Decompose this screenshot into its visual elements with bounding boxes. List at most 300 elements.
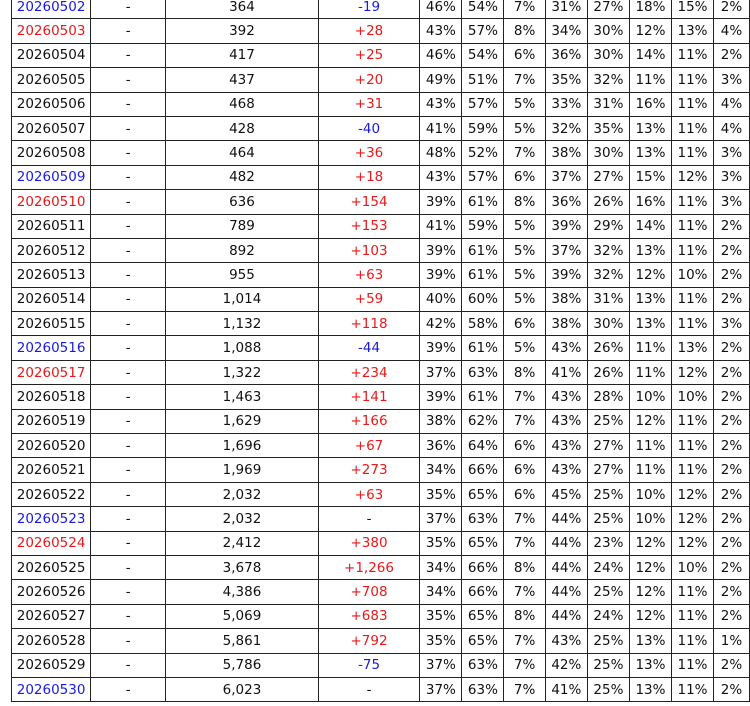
date-cell: 20260529 [12,653,91,677]
percent-cell-6: 12% [629,604,671,628]
percent-cell-6: 12% [629,580,671,604]
table-row [12,43,750,67]
percent-cell-5: 25% [587,653,629,677]
date-cell: 20260523 [12,507,91,531]
percent-cell-2: 61% [462,238,504,262]
table-row [12,629,750,653]
percent-cell-3: 7% [504,385,545,409]
change-cell: +25 [318,43,420,67]
total-cell: 1,463 [166,385,318,409]
percent-cell-6: 12% [629,409,671,433]
dash-cell: - [91,385,166,409]
percent-cell-3: 6% [504,312,545,336]
percent-cell-4: 44% [545,580,587,604]
percent-cell-5: 24% [587,604,629,628]
date-cell: 20260515 [12,312,91,336]
dash-cell: - [91,19,166,43]
percent-cell-5: 25% [587,677,629,701]
table-row [12,312,750,336]
percent-cell-2: 54% [462,0,504,19]
percent-cell-8: 4% [714,116,750,140]
dash-cell: - [91,653,166,677]
percent-cell-7: 11% [671,238,713,262]
total-cell: 4,386 [166,580,318,604]
total-cell: 417 [166,43,318,67]
percent-cell-6: 10% [629,507,671,531]
percent-cell-1: 37% [420,677,462,701]
total-cell: 482 [166,165,318,189]
percent-cell-7: 11% [671,677,713,701]
percent-cell-2: 61% [462,190,504,214]
percent-cell-6: 15% [629,165,671,189]
table-row [12,555,750,579]
date-cell: 20260512 [12,238,91,262]
percent-cell-8: 2% [714,580,750,604]
date-cell: 20260514 [12,287,91,311]
percent-cell-5: 27% [587,0,629,19]
percent-cell-7: 11% [671,141,713,165]
change-cell: +20 [318,68,420,92]
dash-cell: - [91,555,166,579]
percent-cell-6: 11% [629,68,671,92]
percent-cell-7: 10% [671,385,713,409]
percent-cell-3: 5% [504,287,545,311]
date-cell: 20260527 [12,604,91,628]
percent-cell-6: 13% [629,677,671,701]
percent-cell-3: 6% [504,458,545,482]
percent-cell-8: 2% [714,287,750,311]
daily-stats-table [11,0,750,702]
date-cell: 20260508 [12,141,91,165]
percent-cell-1: 34% [420,555,462,579]
percent-cell-8: 2% [714,531,750,555]
percent-cell-4: 34% [545,19,587,43]
total-cell: 364 [166,0,318,19]
percent-cell-5: 26% [587,190,629,214]
percent-cell-5: 27% [587,458,629,482]
percent-cell-4: 37% [545,238,587,262]
percent-cell-2: 51% [462,68,504,92]
change-cell: +36 [318,141,420,165]
change-cell: +683 [318,604,420,628]
change-cell: +141 [318,385,420,409]
percent-cell-6: 14% [629,214,671,238]
percent-cell-4: 44% [545,604,587,628]
dash-cell: - [91,604,166,628]
percent-cell-5: 26% [587,336,629,360]
percent-cell-2: 65% [462,629,504,653]
change-cell: +154 [318,190,420,214]
dash-cell: - [91,0,166,19]
percent-cell-8: 2% [714,409,750,433]
percent-cell-7: 11% [671,458,713,482]
dash-cell: - [91,263,166,287]
percent-cell-7: 11% [671,214,713,238]
change-cell: +1,266 [318,555,420,579]
date-cell: 20260502 [12,0,91,19]
percent-cell-6: 11% [629,336,671,360]
change-cell: - [318,677,420,701]
percent-cell-8: 4% [714,19,750,43]
percent-cell-8: 2% [714,336,750,360]
percent-cell-5: 32% [587,68,629,92]
percent-cell-8: 3% [714,312,750,336]
percent-cell-1: 35% [420,604,462,628]
percent-cell-1: 39% [420,263,462,287]
percent-cell-5: 30% [587,43,629,67]
percent-cell-2: 65% [462,482,504,506]
percent-cell-8: 2% [714,482,750,506]
percent-cell-4: 38% [545,141,587,165]
total-cell: 5,069 [166,604,318,628]
date-cell: 20260521 [12,458,91,482]
percent-cell-6: 13% [629,238,671,262]
percent-cell-3: 5% [504,238,545,262]
percent-cell-1: 37% [420,360,462,384]
percent-cell-6: 10% [629,385,671,409]
percent-cell-6: 18% [629,0,671,19]
change-cell: +166 [318,409,420,433]
percent-cell-8: 2% [714,604,750,628]
percent-cell-3: 6% [504,43,545,67]
percent-cell-8: 2% [714,0,750,19]
percent-cell-8: 2% [714,458,750,482]
total-cell: 2,032 [166,482,318,506]
percent-cell-2: 63% [462,677,504,701]
percent-cell-3: 6% [504,482,545,506]
percent-cell-6: 12% [629,555,671,579]
total-cell: 437 [166,68,318,92]
percent-cell-3: 7% [504,580,545,604]
percent-cell-1: 48% [420,141,462,165]
dash-cell: - [91,116,166,140]
percent-cell-5: 25% [587,482,629,506]
date-cell: 20260504 [12,43,91,67]
percent-cell-3: 5% [504,92,545,116]
percent-cell-3: 7% [504,409,545,433]
total-cell: 468 [166,92,318,116]
percent-cell-5: 25% [587,409,629,433]
total-cell: 1,629 [166,409,318,433]
percent-cell-2: 61% [462,263,504,287]
date-cell: 20260525 [12,555,91,579]
percent-cell-2: 52% [462,141,504,165]
percent-cell-6: 16% [629,92,671,116]
percent-cell-4: 39% [545,214,587,238]
table-row [12,580,750,604]
percent-cell-1: 43% [420,92,462,116]
percent-cell-7: 13% [671,19,713,43]
percent-cell-2: 60% [462,287,504,311]
change-cell: +28 [318,19,420,43]
table-row [12,409,750,433]
percent-cell-4: 37% [545,165,587,189]
percent-cell-1: 35% [420,629,462,653]
percent-cell-1: 34% [420,458,462,482]
percent-cell-1: 39% [420,336,462,360]
percent-cell-8: 2% [714,214,750,238]
percent-cell-5: 23% [587,531,629,555]
total-cell: 892 [166,238,318,262]
percent-cell-3: 7% [504,677,545,701]
dash-cell: - [91,68,166,92]
percent-cell-8: 3% [714,141,750,165]
percent-cell-5: 25% [587,507,629,531]
total-cell: 1,322 [166,360,318,384]
percent-cell-1: 41% [420,116,462,140]
percent-cell-8: 3% [714,68,750,92]
change-cell: - [318,507,420,531]
total-cell: 1,969 [166,458,318,482]
dash-cell: - [91,312,166,336]
percent-cell-5: 26% [587,360,629,384]
percent-cell-8: 2% [714,43,750,67]
percent-cell-8: 2% [714,434,750,458]
date-cell: 20260505 [12,68,91,92]
percent-cell-8: 2% [714,238,750,262]
percent-cell-3: 7% [504,653,545,677]
percent-cell-6: 12% [629,531,671,555]
table-row [12,190,750,214]
table-row [12,458,750,482]
percent-cell-2: 63% [462,360,504,384]
dash-cell: - [91,360,166,384]
percent-cell-7: 12% [671,165,713,189]
percent-cell-1: 39% [420,385,462,409]
percent-cell-2: 59% [462,214,504,238]
change-cell: -40 [318,116,420,140]
percent-cell-6: 11% [629,458,671,482]
percent-cell-4: 35% [545,68,587,92]
date-cell: 20260524 [12,531,91,555]
change-cell: +67 [318,434,420,458]
percent-cell-8: 2% [714,555,750,579]
date-cell: 20260507 [12,116,91,140]
change-cell: +63 [318,263,420,287]
percent-cell-2: 61% [462,336,504,360]
table-row [12,482,750,506]
percent-cell-8: 1% [714,629,750,653]
percent-cell-4: 44% [545,507,587,531]
percent-cell-8: 4% [714,92,750,116]
percent-cell-6: 16% [629,190,671,214]
percent-cell-2: 58% [462,312,504,336]
percent-cell-1: 39% [420,238,462,262]
table-row [12,263,750,287]
change-cell: +63 [318,482,420,506]
dash-cell: - [91,214,166,238]
table-row [12,92,750,116]
dash-cell: - [91,43,166,67]
dash-cell: - [91,287,166,311]
percent-cell-2: 57% [462,92,504,116]
percent-cell-5: 25% [587,580,629,604]
total-cell: 2,032 [166,507,318,531]
percent-cell-8: 2% [714,263,750,287]
percent-cell-7: 12% [671,482,713,506]
percent-cell-1: 43% [420,165,462,189]
percent-cell-8: 2% [714,653,750,677]
percent-cell-2: 66% [462,580,504,604]
percent-cell-4: 38% [545,287,587,311]
table-row [12,165,750,189]
table-row [12,677,750,701]
table-row [12,653,750,677]
percent-cell-2: 63% [462,507,504,531]
total-cell: 464 [166,141,318,165]
percent-cell-3: 7% [504,629,545,653]
percent-cell-1: 43% [420,19,462,43]
percent-cell-4: 44% [545,531,587,555]
percent-cell-3: 8% [504,555,545,579]
percent-cell-3: 7% [504,68,545,92]
change-cell: -19 [318,0,420,19]
date-cell: 20260526 [12,580,91,604]
percent-cell-6: 12% [629,19,671,43]
percent-cell-7: 11% [671,604,713,628]
percent-cell-2: 62% [462,409,504,433]
percent-cell-7: 11% [671,92,713,116]
percent-cell-5: 24% [587,555,629,579]
percent-cell-8: 2% [714,360,750,384]
percent-cell-4: 43% [545,434,587,458]
percent-cell-5: 28% [587,385,629,409]
percent-cell-4: 43% [545,336,587,360]
percent-cell-6: 13% [629,116,671,140]
percent-cell-1: 40% [420,287,462,311]
table-row [12,287,750,311]
percent-cell-5: 30% [587,141,629,165]
percent-cell-7: 11% [671,43,713,67]
percent-cell-7: 10% [671,263,713,287]
date-cell: 20260509 [12,165,91,189]
percent-cell-8: 2% [714,677,750,701]
percent-cell-7: 11% [671,653,713,677]
percent-cell-4: 39% [545,263,587,287]
percent-cell-5: 30% [587,19,629,43]
percent-cell-8: 3% [714,190,750,214]
percent-cell-5: 25% [587,629,629,653]
percent-cell-6: 13% [629,629,671,653]
percent-cell-3: 8% [504,604,545,628]
table-row [12,360,750,384]
dash-cell: - [91,434,166,458]
percent-cell-4: 41% [545,360,587,384]
percent-cell-4: 32% [545,116,587,140]
percent-cell-1: 49% [420,68,462,92]
percent-cell-7: 12% [671,507,713,531]
percent-cell-1: 37% [420,653,462,677]
percent-cell-1: 34% [420,580,462,604]
date-cell: 20260513 [12,263,91,287]
percent-cell-2: 57% [462,19,504,43]
table-row [12,507,750,531]
percent-cell-4: 45% [545,482,587,506]
total-cell: 789 [166,214,318,238]
table-row [12,116,750,140]
percent-cell-6: 11% [629,360,671,384]
percent-cell-3: 8% [504,360,545,384]
percent-cell-4: 36% [545,190,587,214]
percent-cell-3: 7% [504,0,545,19]
date-cell: 20260516 [12,336,91,360]
percent-cell-3: 5% [504,116,545,140]
dash-cell: - [91,141,166,165]
date-cell: 20260518 [12,385,91,409]
percent-cell-3: 6% [504,165,545,189]
percent-cell-2: 59% [462,116,504,140]
change-cell: +708 [318,580,420,604]
change-cell: +31 [318,92,420,116]
percent-cell-2: 66% [462,555,504,579]
percent-cell-7: 11% [671,68,713,92]
table-row [12,141,750,165]
table-row [12,336,750,360]
total-cell: 1,014 [166,287,318,311]
percent-cell-3: 7% [504,531,545,555]
percent-cell-5: 29% [587,214,629,238]
percent-cell-5: 31% [587,287,629,311]
percent-cell-4: 38% [545,312,587,336]
total-cell: 5,786 [166,653,318,677]
percent-cell-4: 43% [545,385,587,409]
percent-cell-1: 38% [420,409,462,433]
dash-cell: - [91,458,166,482]
date-cell: 20260503 [12,19,91,43]
percent-cell-3: 7% [504,141,545,165]
percent-cell-6: 10% [629,482,671,506]
table-row [12,214,750,238]
total-cell: 1,696 [166,434,318,458]
percent-cell-4: 43% [545,458,587,482]
percent-cell-4: 43% [545,409,587,433]
dash-cell: - [91,677,166,701]
change-cell: +234 [318,360,420,384]
percent-cell-2: 66% [462,458,504,482]
dash-cell: - [91,409,166,433]
percent-cell-8: 2% [714,385,750,409]
percent-cell-6: 13% [629,141,671,165]
dash-cell: - [91,482,166,506]
total-cell: 392 [166,19,318,43]
percent-cell-3: 6% [504,434,545,458]
change-cell: +380 [318,531,420,555]
percent-cell-7: 10% [671,555,713,579]
percent-cell-5: 27% [587,434,629,458]
percent-cell-7: 12% [671,531,713,555]
date-cell: 20260506 [12,92,91,116]
percent-cell-4: 43% [545,629,587,653]
percent-cell-6: 11% [629,434,671,458]
percent-cell-1: 37% [420,507,462,531]
percent-cell-5: 27% [587,165,629,189]
percent-cell-3: 8% [504,19,545,43]
percent-cell-5: 35% [587,116,629,140]
percent-cell-3: 5% [504,263,545,287]
percent-cell-7: 11% [671,409,713,433]
percent-cell-7: 11% [671,287,713,311]
dash-cell: - [91,92,166,116]
percent-cell-6: 14% [629,43,671,67]
total-cell: 1,088 [166,336,318,360]
date-cell: 20260519 [12,409,91,433]
table-row [12,531,750,555]
percent-cell-6: 13% [629,312,671,336]
date-cell: 20260517 [12,360,91,384]
change-cell: +18 [318,165,420,189]
change-cell: +792 [318,629,420,653]
dash-cell: - [91,580,166,604]
